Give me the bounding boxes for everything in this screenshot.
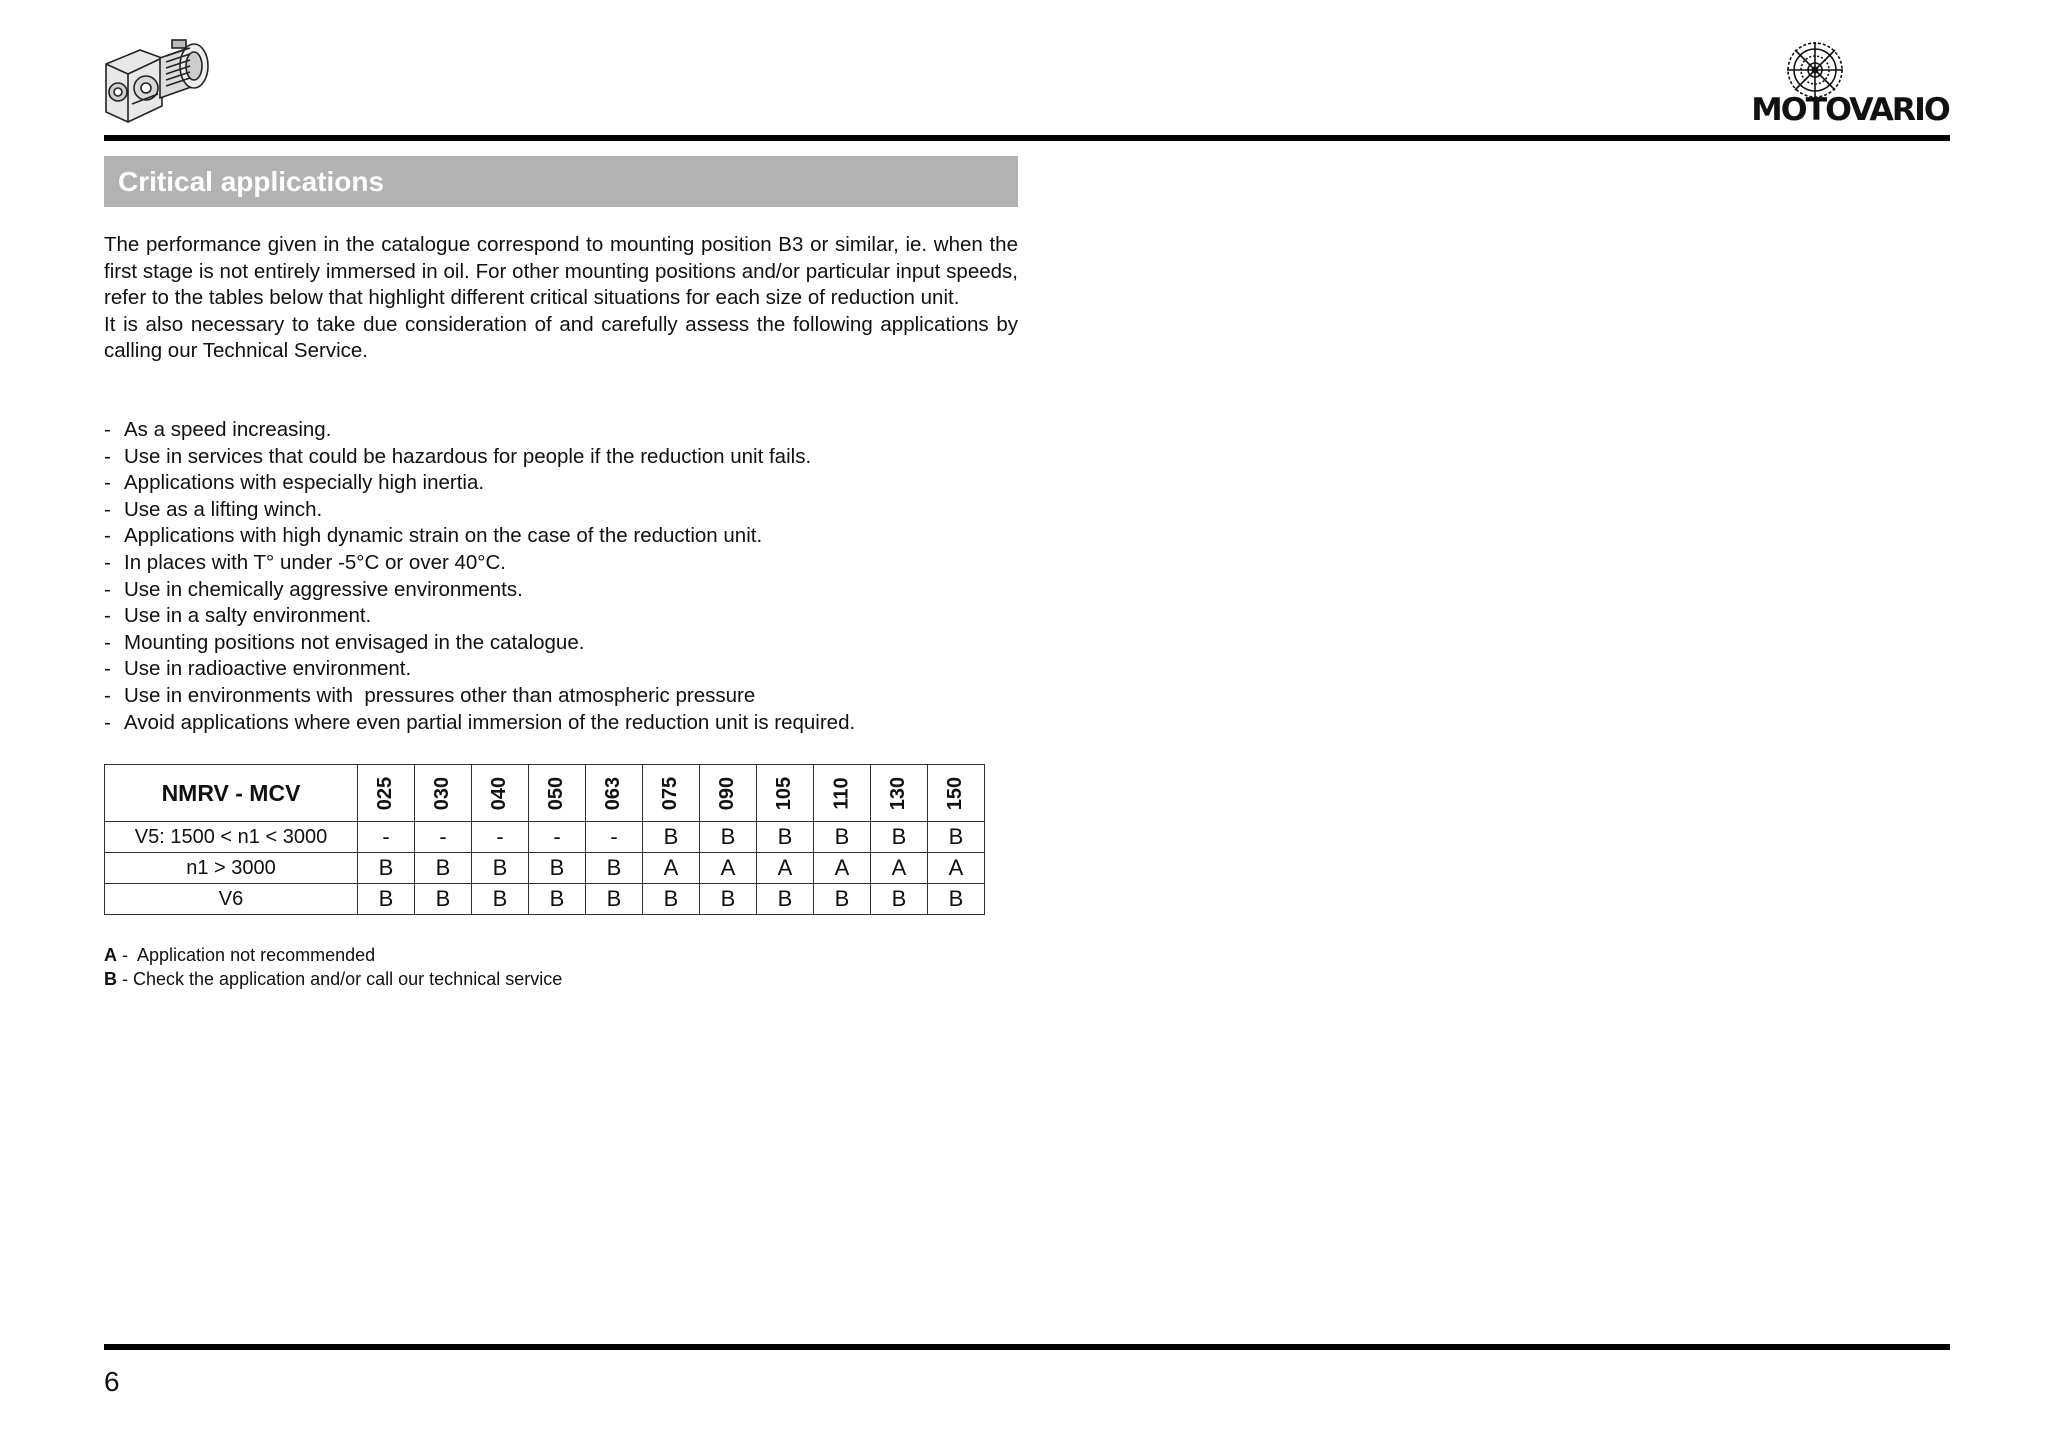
legend-item-a xyxy=(104,944,562,968)
table-row xyxy=(105,884,985,915)
table-cell: B xyxy=(814,822,871,853)
legend-item-b xyxy=(104,968,562,992)
size-header xyxy=(814,765,871,822)
table-cell: B xyxy=(643,822,700,853)
size-header xyxy=(358,765,415,822)
table-row xyxy=(105,822,985,853)
table-cell: B xyxy=(871,822,928,853)
table-cell: B xyxy=(586,853,643,884)
legend-key-a: A xyxy=(104,945,117,965)
table-cell: A xyxy=(643,853,700,884)
size-header xyxy=(700,765,757,822)
size-header-label: 030 xyxy=(431,776,454,810)
intro-text xyxy=(104,232,1018,365)
list-item: - Applications with high dynamic strain on the case of the reduction unit. xyxy=(104,523,1044,550)
table-cell: B xyxy=(757,884,814,915)
table-header-row xyxy=(105,765,985,822)
list-item: - Use in a salty environment. xyxy=(104,603,1044,630)
table-cell: B xyxy=(871,884,928,915)
table-cell: B xyxy=(415,853,472,884)
table-cell: A xyxy=(757,853,814,884)
list-item: - Use in services that could be hazardous for people if the reduction unit fails. xyxy=(104,444,1044,471)
size-header xyxy=(928,765,985,822)
list-item: - In places with T° under -5°C or over 40°C. xyxy=(104,550,1044,577)
legend-text-a: - Application not recommended xyxy=(117,945,376,965)
table-cell: B xyxy=(529,853,586,884)
table-cell: B xyxy=(700,884,757,915)
table-cell: B xyxy=(643,884,700,915)
row-label: n1 > 3000 xyxy=(105,853,358,884)
row-label: V6 xyxy=(105,884,358,915)
size-header-label: 150 xyxy=(944,776,967,810)
brand-name: MOTOVARIO xyxy=(1751,92,1949,128)
section-title: Critical applications xyxy=(118,166,385,197)
table-cell: B xyxy=(586,884,643,915)
size-header-label: 025 xyxy=(374,776,397,810)
table-cell: B xyxy=(928,884,985,915)
size-header xyxy=(643,765,700,822)
table-cell: B xyxy=(358,884,415,915)
table-cell: B xyxy=(358,853,415,884)
gearmotor-illustration-icon xyxy=(102,36,224,126)
size-header-label: 063 xyxy=(602,776,625,810)
size-header xyxy=(415,765,472,822)
critical-situations-table xyxy=(104,764,985,915)
size-header-label: 040 xyxy=(488,776,511,810)
list-item: - Mounting positions not envisaged in the catalogue. xyxy=(104,630,1044,657)
table-cell: A xyxy=(814,853,871,884)
table-cell: B xyxy=(529,884,586,915)
table-cell: - xyxy=(529,822,586,853)
table-cell: B xyxy=(472,853,529,884)
table-legend xyxy=(104,944,562,991)
size-header-label: 105 xyxy=(773,776,796,810)
size-header xyxy=(529,765,586,822)
list-item: - Avoid applications where even partial immersion of the reduction unit is required. xyxy=(104,710,1044,737)
brand-emblem-icon xyxy=(1785,40,1845,100)
table-cell: B xyxy=(814,884,871,915)
table-cell: B xyxy=(757,822,814,853)
page-number: 6 xyxy=(104,1366,120,1397)
legend-text-b: - Check the application and/or call our technical service xyxy=(117,968,563,989)
size-header xyxy=(472,765,529,822)
header-divider xyxy=(104,135,1950,141)
list-item: - Use in environments with pressures other than atmospheric pressure xyxy=(104,683,1044,710)
table-cell: B xyxy=(415,884,472,915)
table-cell: - xyxy=(358,822,415,853)
table-cell: B xyxy=(472,884,529,915)
size-header-label: 110 xyxy=(830,776,853,810)
footer-divider xyxy=(104,1344,1950,1350)
size-header-label: 050 xyxy=(545,776,568,810)
list-item: - Use in chemically aggressive environments. xyxy=(104,577,1044,604)
size-header xyxy=(586,765,643,822)
table-cell: B xyxy=(700,822,757,853)
table-cell: - xyxy=(586,822,643,853)
list-item: - Use in radioactive environment. xyxy=(104,656,1044,683)
section-title-bar xyxy=(104,156,1018,207)
table-cell: A xyxy=(871,853,928,884)
list-item: - Use as a lifting winch. xyxy=(104,497,1044,524)
size-header xyxy=(871,765,928,822)
critical-applications-list xyxy=(104,417,1044,736)
table-row xyxy=(105,853,985,884)
row-label: V5: 1500 < n1 < 3000 xyxy=(105,822,358,853)
size-header-label: 075 xyxy=(659,776,682,810)
table-cell: - xyxy=(472,822,529,853)
size-header xyxy=(757,765,814,822)
legend-key-b: B xyxy=(104,968,117,989)
intro-paragraph-2: It is also necessary to take due consideration of and carefully assess the following applications by calling our Technical Service. xyxy=(104,312,1018,362)
size-header-label: 130 xyxy=(887,776,910,810)
size-header-label: 090 xyxy=(716,776,739,810)
table-cell: A xyxy=(928,853,985,884)
table-cell: B xyxy=(928,822,985,853)
list-item: - Applications with especially high inertia. xyxy=(104,470,1044,497)
intro-paragraph-1: The performance given in the catalogue correspond to mounting position B3 or similar, ie. when the first stage is not entirely immersed in oil. For other mounting positions and/or particular input speeds, refer to the tables below that highlight different critical situations for each size of reduction unit. xyxy=(104,233,1018,309)
table-cell: - xyxy=(415,822,472,853)
list-item: - As a speed increasing. xyxy=(104,417,1044,444)
table-cell: A xyxy=(700,853,757,884)
table-corner-label: NMRV - MCV xyxy=(105,765,358,822)
